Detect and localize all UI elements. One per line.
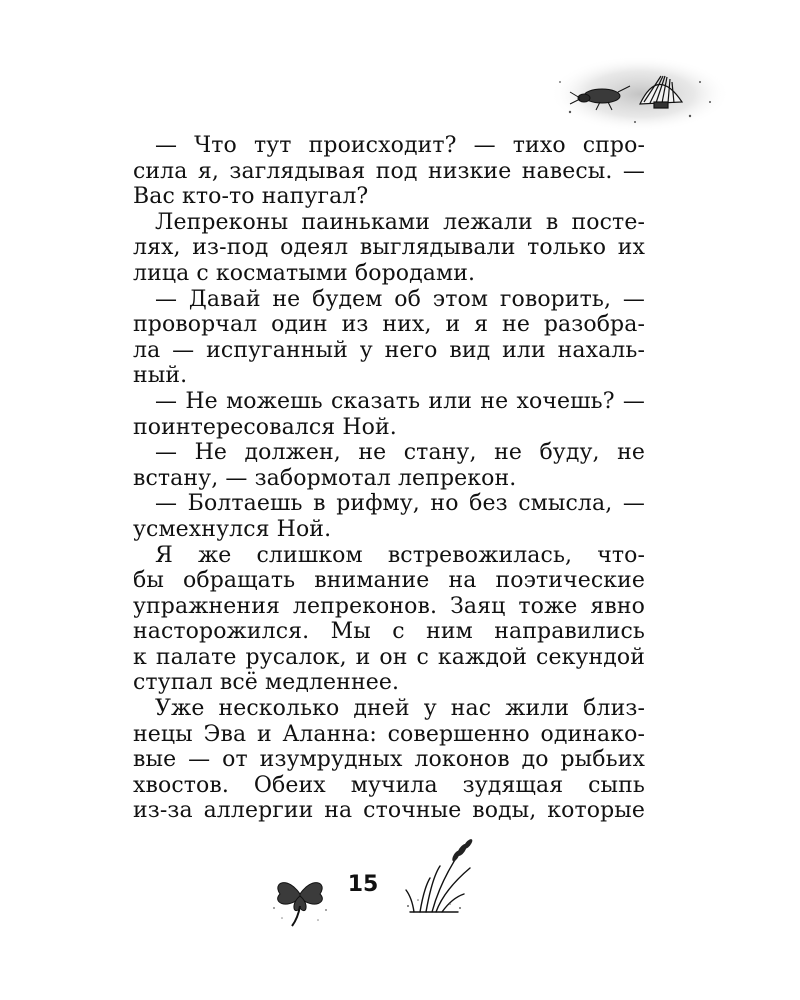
page-number: 15: [347, 872, 379, 897]
body-text: [133, 133, 645, 824]
text-line: проворчал один из них, и я не разобра-: [133, 312, 645, 338]
text-line: Вас кто-то напугал?: [133, 184, 369, 210]
text-line: ступал всё медленнее.: [133, 670, 400, 696]
text-line: — Болтаешь в рифму, но без смысла, —: [155, 491, 645, 517]
text-line: хвостов. Обеих мучила зудящая сыпь: [133, 772, 645, 798]
text-line: вые — от изумрудных локонов до рыбьих: [133, 747, 645, 773]
text-line: лица с косматыми бородами.: [133, 260, 476, 286]
text-line: — Давай не будем об этом говорить, —: [155, 286, 645, 312]
text-line: поинтересовался Ной.: [133, 414, 397, 440]
text-line: ла — испуганный у него вид или нахаль-: [133, 337, 645, 363]
text-line: Уже несколько дней у нас жили близ-: [155, 696, 645, 722]
text-line: бы обращать внимание на поэтические: [133, 568, 645, 594]
text-line: встану, — забормотал лепрекон.: [133, 465, 517, 491]
text-line: лях, из-под одеял выглядывали только их: [133, 235, 645, 261]
text-line: — Что тут происходит? — тихо спро-: [155, 133, 645, 158]
text-line: Я же слишком встревожилась, что-: [155, 542, 645, 568]
text-line: усмехнулся Ной.: [133, 516, 332, 542]
text-line: — Не можешь сказать или не хочешь? —: [155, 388, 645, 414]
text-line: сила я, заглядывая под низкие навесы. —: [133, 158, 645, 184]
text-line: — Не должен, не стану, не буду, не: [155, 440, 645, 466]
clover-icon: [268, 868, 332, 928]
text-line: насторожился. Мы с ним направились: [133, 619, 645, 645]
text-line: к палате русалок, и он с каждой секундой: [133, 644, 645, 670]
text-line: упражнения лепреконов. Заяц тоже явно: [133, 593, 645, 619]
text-line: нецы Эва и Аланна: совершенно одинако-: [133, 721, 645, 747]
grass-icon: [400, 838, 492, 918]
text-line: из-за аллергии на сточные воды, которые: [133, 798, 645, 824]
shell-and-insect-icon: [540, 52, 730, 142]
text-line: ный.: [133, 363, 188, 389]
text-line: Лепреконы паиньками лежали в посте-: [155, 209, 645, 235]
